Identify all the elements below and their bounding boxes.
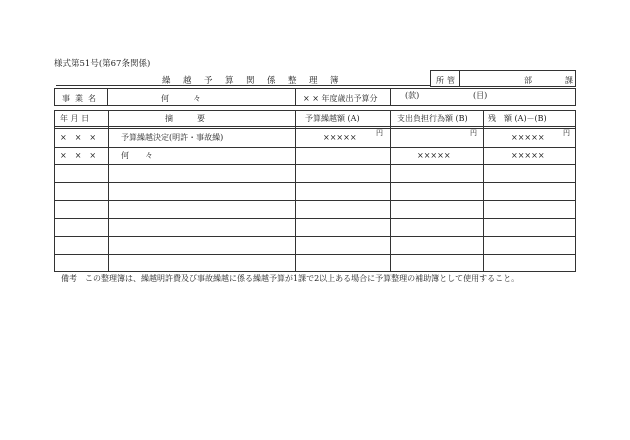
header-divider [55, 126, 575, 129]
row-divider [55, 164, 575, 165]
row-divider [55, 147, 575, 148]
department-bu-label: 部 [524, 75, 532, 85]
row2-balance-value: ××××× [511, 151, 545, 160]
header-commitment-amount: 支出負担行為額 (B) [397, 114, 468, 123]
department-ka-label: 課 [565, 75, 573, 85]
title-underline [56, 85, 430, 86]
department-divider [459, 71, 460, 86]
department-label: 所管 [436, 75, 458, 85]
row2-summary: 何 々 [121, 151, 153, 160]
title-row [56, 70, 575, 86]
budget-year-label: × × 年度歳出予算分 [303, 94, 378, 103]
header-balance: 残 額 (A)－(B) [488, 114, 547, 123]
col-divider [483, 111, 484, 271]
project-divider-2 [295, 89, 296, 105]
ledger-table [54, 110, 576, 272]
header-carryover-amount: 予算繰越額 (A) [305, 114, 360, 123]
project-label: 事業名 [62, 94, 101, 103]
department-box [430, 70, 576, 87]
row1-c-yen-unit: 円 [563, 129, 570, 137]
row1-date: × × × [60, 133, 97, 142]
document-title: 繰越予算関係整理簿 [162, 76, 352, 86]
row1-b-yen-unit: 円 [470, 129, 477, 137]
row-divider [55, 236, 575, 237]
col-divider [108, 111, 109, 271]
row2-commitment-value: ××××× [417, 151, 451, 160]
header-date: 年 月 日 [60, 114, 90, 123]
row-divider [55, 182, 575, 183]
row1-carryover-value: ××××× [323, 133, 357, 142]
project-divider-3 [390, 89, 391, 105]
row-divider [55, 200, 575, 201]
header-summary: 摘 要 [165, 114, 205, 123]
remarks-note: 備考 この整理簿は、繰越明許費及び事故繰越に係る繰越予算が1課で2以上ある場合に予算整理の補助簿として使用すること。 [61, 274, 520, 283]
row1-summary: 予算繰越決定(明許・事故繰) [121, 133, 224, 142]
row1-a-yen-unit: 円 [376, 129, 383, 137]
col-divider [390, 111, 391, 271]
kan-label: (款) [405, 91, 420, 100]
project-row [54, 88, 576, 106]
project-divider-1 [107, 89, 108, 105]
moku-label: (目) [473, 91, 488, 100]
col-divider [295, 111, 296, 271]
row-divider [55, 254, 575, 255]
row2-date: × × × [60, 151, 97, 160]
project-name-value: 何 々 [161, 94, 201, 103]
row-divider [55, 218, 575, 219]
form-number: 様式第51号(第67条関係) [54, 59, 151, 69]
row1-balance-value: ××××× [511, 133, 545, 142]
